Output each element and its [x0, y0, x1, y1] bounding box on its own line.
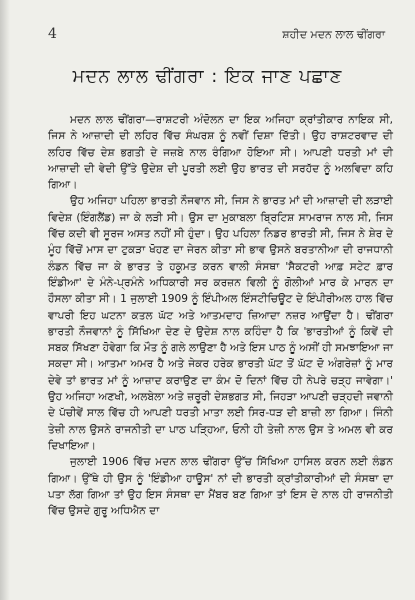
body-text: [48, 112, 393, 519]
paragraph-3: ਜੁਲਾਈ 1906 ਵਿੱਚ ਮਦਨ ਲਾਲ ਢੀਂਗਰਾ ਉੱਚ ਸਿੱਖਿਆ ਹਾਸਿਲ ਕਰਨ ਲਈ ਲੰਡਨ ਗਿਆ। ਉੱਥੇ ਹੀ ਉਸ ਨੂੰ 'ਇੰਡੀਆ ਹਾਊਸ' ਨਾਂ ਦੀ ਭਾਰਤੀ ਕ੍ਰਾਂਤੀਕਾਰੀਆਂ ਦੀ ਸੰਸਥਾ ਦਾ ਪਤਾ ਲੱਗ ਗਿਆ ਤਾਂ ਉਹ ਇਸ ਸੰਸਥਾ ਦਾ ਮੈਂਬਰ ਬਣ ਗਿਆ ਤਾਂ ਇਸ ਦੇ ਨਾਲ ਹੀ ਰਾਜਨੀਤੀ ਵਿੱਚ ਉਸਦੇ ਗੁਰੂ ਅਧਿਐਨ ਦਾ: [48, 456, 393, 518]
paragraph-1: ਮਦਨ ਲਾਲ ਢੀਂਗਰਾ—ਰਾਸ਼ਟਰੀ ਅੰਦੋਲਨ ਦਾ ਇਕ ਅਜਿਹਾ ਕ੍ਰਾਂਤੀਕਾਰ ਨਾਇਕ ਸੀ, ਜਿਸ ਨੇ ਆਜ਼ਾਦੀ ਦੀ ਲਹਿਰ ਵਿੱਚ ਸੰਘਰਸ਼ ਨੂੰ ਨਵੀਂ ਦਿਸ਼ਾ ਦਿੱਤੀ। ਉਹ ਰਾਸ਼ਟਰਵਾਦ ਦੀ ਲਹਿਰ ਵਿੱਚ ਦੇਸ਼ ਭਗਤੀ ਦੇ ਜਜ਼ਬੇ ਨਾਲ ਰੰਗਿਆ ਹੋਇਆ ਸੀ। ਆਪਣੀ ਧਰਤੀ ਮਾਂ ਦੀ ਆਜ਼ਾਦੀ ਦੀ ਵੇਦੀ ਉੱਤੇ ਉਦੇਸ਼ ਦੀ ਪੂਰਤੀ ਲਈ ਉਹ ਭਾਰਤ ਦੀ ਸਰਹੱਦ ਨੂੰ ਅਲਵਿਦਾ ਕਹਿ ਗਿਆ।: [48, 114, 393, 192]
page-number: 4: [48, 26, 57, 42]
running-head: ਸ਼ਹੀਦ ਮਦਨ ਲਾਲ ਢੀਂਗਰਾ: [282, 28, 385, 41]
paragraph-2: ਉਹ ਅਜਿਹਾ ਪਹਿਲਾ ਭਾਰਤੀ ਨੌਜਵਾਨ ਸੀ, ਜਿਸ ਨੇ ਭਾਰਤ ਮਾਂ ਦੀ ਆਜ਼ਾਦੀ ਦੀ ਲੜਾਈ ਵਿਦੇਸ਼ (ਇੰਗਲੈਂਡ) ਜਾ ਕੇ ਲੜੀ ਸੀ। ਉਸ ਦਾ ਮੁਕਾਬਲਾ ਬ੍ਰਿਟਿਸ਼ ਸਾਮਰਾਜ ਨਾਲ ਸੀ, ਜਿਸ ਵਿੱਚ ਕਦੀ ਵੀ ਸੂਰਜ ਅਸਤ ਨਹੀਂ ਸੀ ਹੁੰਦਾ। ਉਹ ਪਹਿਲਾ ਨਿਡਰ ਭਾਰਤੀ ਸੀ, ਜਿਸ ਨੇ ਸ਼ੇਰ ਦੇ ਮੂੰਹ ਵਿੱਚੋਂ ਮਾਸ ਦਾ ਟੁਕੜਾ ਖੋਹਣ ਦਾ ਜੇਰਨ ਕੀਤਾ ਸੀ ਭਾਵ ਉਸਨੇ ਬਰਤਾਨੀਆ ਦੀ ਰਾਜਧਾਨੀ ਲੰਡਨ ਵਿੱਚ ਜਾ ਕੇ ਭਾਰਤ ਤੇ ਹਕੂਮਤ ਕਰਨ ਵਾਲੀ ਸੰਸਥਾ 'ਸੈਕਟਰੀ ਆਫ਼ ਸਟੇਟ ਫ਼ਾਰ ਇੰਡੀਆ' ਦੇ ਮੰਨੇ-ਪ੍ਰਮੰਨੇ ਅਧਿਕਾਰੀ ਸਰ ਕਰਜ਼ਨ ਵਿਲੀ ਨੂੰ ਗੋਲੀਆਂ ਮਾਰ ਕੇ ਮਾਰਨ ਦਾ ਹੌਸਲਾ ਕੀਤਾ ਸੀ। 1 ਜੁਲਾਈ 1909 ਨੂੰ ਇੰਪੀਅਲ ਇੰਸਟੀਚਿਊਟ ਦੇ ਇੰਪੀਰੀਅਲ ਹਾਲ ਵਿੱਚ ਵਾਪਰੀ ਇਹ ਘਟਨਾ ਕਤਲ ਘੱਟ ਅਤੇ ਆਤਮਦਾਹ ਜ਼ਿਆਦਾ ਨਜ਼ਰ ਆਉਂਦਾ ਹੈ। ਢੀਂਗਰਾ ਭਾਰਤੀ ਨੌਜਵਾਨਾਂ ਨੂੰ ਸਿੱਖਿਆ ਦੇਣ ਦੇ ਉਦੇਸ਼ ਨਾਲ ਕਹਿੰਦਾ ਹੈ ਕਿ 'ਭਾਰਤੀਆਂ ਨੂੰ ਕਿਵੇਂ ਦੀ ਸਬਕ ਸਿੱਖਣਾ ਹੋਵੇਗਾ ਕਿ ਮੌਤ ਨੂੰ ਗਲੇ ਲਾਉਣਾ ਹੈ ਅਤੇ ਇਸ ਪਾਠ ਨੂੰ ਅਸੀਂ ਹੀ ਸਮਝਾਇਆ ਜਾ ਸਕਦਾ ਸੀ। ਆਤਮਾ ਅਮਰ ਹੈ ਅਤੇ ਜੇਕਰ ਹਰੇਕ ਭਾਰਤੀ ਘੱਟ ਤੋਂ ਘੱਟ ਦੋ ਅੰਗਰੇਜ਼ਾਂ ਨੂੰ ਮਾਰ ਦੇਵੇ ਤਾਂ ਭਾਰਤ ਮਾਂ ਨੂੰ ਆਜ਼ਾਦ ਕਰਾਉਣ ਦਾ ਕੰਮ ਦੋ ਦਿਨਾਂ ਵਿੱਚ ਹੀ ਨੇਪਰੇ ਚੜ੍ਹ ਜਾਵੇਗਾ।' ਉਹ ਅਜਿਹਾ ਅਣਖੀ, ਅਲਬੇਲਾ ਅਤੇ ਜ਼ਰੂਰੀ ਦੇਸ਼ਭਗਤ ਸੀ, ਜਿਹੜਾ ਆਪਣੀ ਚੜ੍ਹਦੀ ਜਵਾਨੀ ਦੇ ਪੱਚੀਵੇਂ ਸਾਲ ਵਿੱਚ ਹੀ ਆਪਣੀ ਧਰਤੀ ਮਾਤਾ ਲਈ ਸਿਰ-ਧੜ ਦੀ ਬਾਜ਼ੀ ਲਾ ਗਿਆ। ਜਿੰਨੀ ਤੇਜ਼ੀ ਨਾਲ ਉਸਨੇ ਰਾਜਨੀਤੀ ਦਾ ਪਾਠ ਪੜ੍ਹਿਆ, ਓਨੀ ਹੀ ਤੇਜ਼ੀ ਨਾਲ ਉਸ ਤੇ ਅਮਲ ਵੀ ਕਰ ਦਿਖਾਇਆ।: [48, 195, 393, 452]
chapter-title: ਮਦਨ ਲਾਲ ਢੀਂਗਰਾ : ਇਕ ਜਾਣ ਪਛਾਣ: [72, 66, 343, 87]
page-header: [48, 26, 385, 46]
page-gutter-shadow: [0, 0, 10, 600]
